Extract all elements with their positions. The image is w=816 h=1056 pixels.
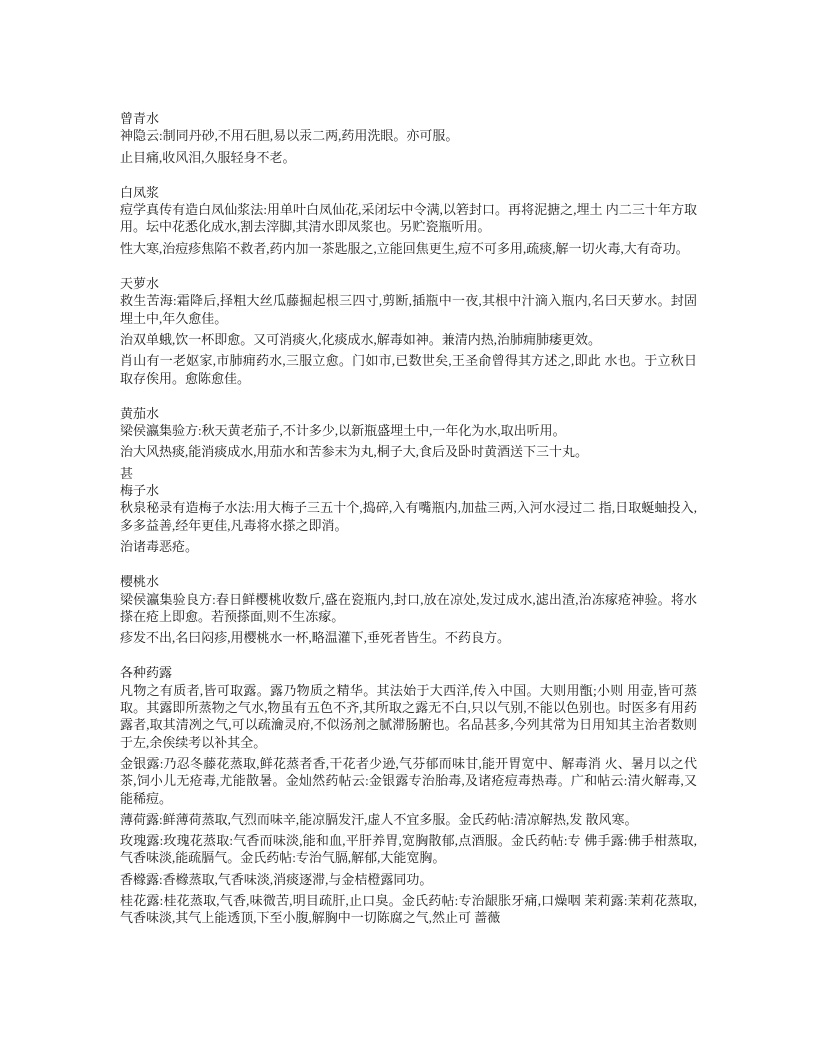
section-meizishui [120,482,697,555]
paragraph: 救生苦海:霜降后,择粗大丝瓜藤掘起根三四寸,剪断,插瓶中一夜,其根中汁滴入瓶内,名曰天萝水。封固埋土中,年久愈佳。 [120,293,697,326]
paragraph: 凡物之有质者,皆可取露。露乃物质之精华。其法始于大西洋,传入中国。大则用甑;小则 用壶,皆可蒸取。其露即所蒸物之气水,物虽有五色不齐,其所取之露无不白,只以气别,不能以色别也。时医多有用药露者,取其清冽之气,可以疏瀹灵府,不似汤剂之腻滞肠腑也。名品甚多,今列其常为日用知其主治者数则于左,余俟续考以补其全。 [120,682,697,750]
paragraph: 性大寒,治痘疹焦陷不救者,药内加一茶匙服之,立能回焦更生,痘不可多用,疏痰,解一切火毒,大有奇功。 [120,240,689,256]
section-zengqingshui [120,110,697,166]
paragraph: 疹发不出,名曰闷疹,用樱桃水一杯,略温灌下,垂死者皆生。不药良方。 [120,630,511,646]
paragraph: 治诸毒恶疮。 [120,538,199,554]
paragraph: 秋泉秘录有造梅子水法:用大梅子三五十个,捣碎,入有嘴瓶内,加盐三两,入河水浸过二 指,日取蜒蚰投入,多多益善,经年更佳,凡毒将水搽之即消。 [120,500,697,533]
paragraph: 痘学真传有造白凤仙浆法:用单叶白凤仙花,采闭坛中令满,以箬封口。再将泥搪之,埋土 内二三十年方取用。坛中花悉化成水,割去滓脚,其清水即凤浆也。另贮瓷瓶听用。 [120,202,697,235]
section-tianluoshui [120,275,697,387]
section-huangqieshui [120,405,697,482]
section-title: 白凤浆 [120,184,160,200]
paragraph: 梁侯瀛集验方:秋天黄老茄子,不计多少,以新瓶盛埋土中,一年化为水,取出听用。 [120,423,566,439]
paragraph: 神隐云:制同丹砂,不用石胆,易以汞二两,药用洗眼。亦可服。 [120,128,459,144]
section-gezhongyaolu [120,664,697,926]
section-yingtaoshui [120,573,697,646]
section-baifengjiang [120,184,697,257]
document-content [120,110,697,927]
paragraph: 止目痛,收风泪,久服轻身不老。 [120,149,296,165]
paragraph: 治大风热痰,能消痰成水,用茄水和苦参末为丸,桐子大,食后及卧时黄酒送下三十丸。 [120,444,589,460]
section-title: 各种药露 [120,665,173,681]
section-title: 天萝水 [120,276,160,292]
paragraph: 甚 [120,465,134,481]
section-title: 黄茄水 [120,405,160,421]
paragraph: 金银露:乃忍冬藤花蒸取,鲜花蒸者香,干花者少逊,气芬郁而味甘,能开胃宽中、解毒消 火、暑月以之代茶,饲小儿无疮毒,尤能散暑。金灿然药帖云:金银露专治胎毒,及诸疮痘毒热毒。广和帖云:清火解毒,又能稀痘。 [120,755,697,806]
paragraph: 梁侯瀛集验良方:春日鲜樱桃收数斤,盛在瓷瓶内,封口,放在凉处,发过成水,滤出渣,治冻瘃疮神验。将水搽在疮上即愈。若预搽面,则不生冻瘃。 [120,591,697,624]
paragraph: 肖山有一老妪家,市肺痈药水,三服立愈。门如市,已数世矣,王圣俞曾得其方述之,即此 水也。于立秋日取存俟用。愈陈愈佳。 [120,353,697,386]
section-title: 梅子水 [120,483,160,499]
section-title: 曾青水 [120,111,160,126]
section-title: 樱桃水 [120,574,160,590]
paragraph: 香橼露:香橼蒸取,气香味淡,消痰逐滞,与金桔橙露同功。 [120,871,433,887]
paragraph: 薄荷露:鲜薄荷蒸取,气烈而味辛,能凉膈发汗,虚人不宜多服。金氏药帖:清凉解热,发 散风寒。 [120,811,638,827]
paragraph: 桂花露:桂花蒸取,气香,味微苦,明目疏肝,止口臭。金氏药帖:专治龈胀牙痛,口燥咽 茉莉露:茉莉花蒸取,气香味淡,其气上能透顶,下至小腹,解胸中一切陈腐之气,然止可 蔷薇 [120,892,697,926]
paragraph: 治双单蛾,饮一杯即愈。又可消痰火,化痰成水,解毒如神。兼清内热,治肺痈肺痿更效。 [120,331,602,347]
paragraph: 玫瑰露:玫瑰花蒸取:气香而味淡,能和血,平肝养胃,宽胸散郁,点酒服。金氏药帖:专 佛手露:佛手柑蒸取,气香味淡,能疏膈气。金氏药帖:专治气膈,解郁,大能宽胸。 [120,833,697,866]
